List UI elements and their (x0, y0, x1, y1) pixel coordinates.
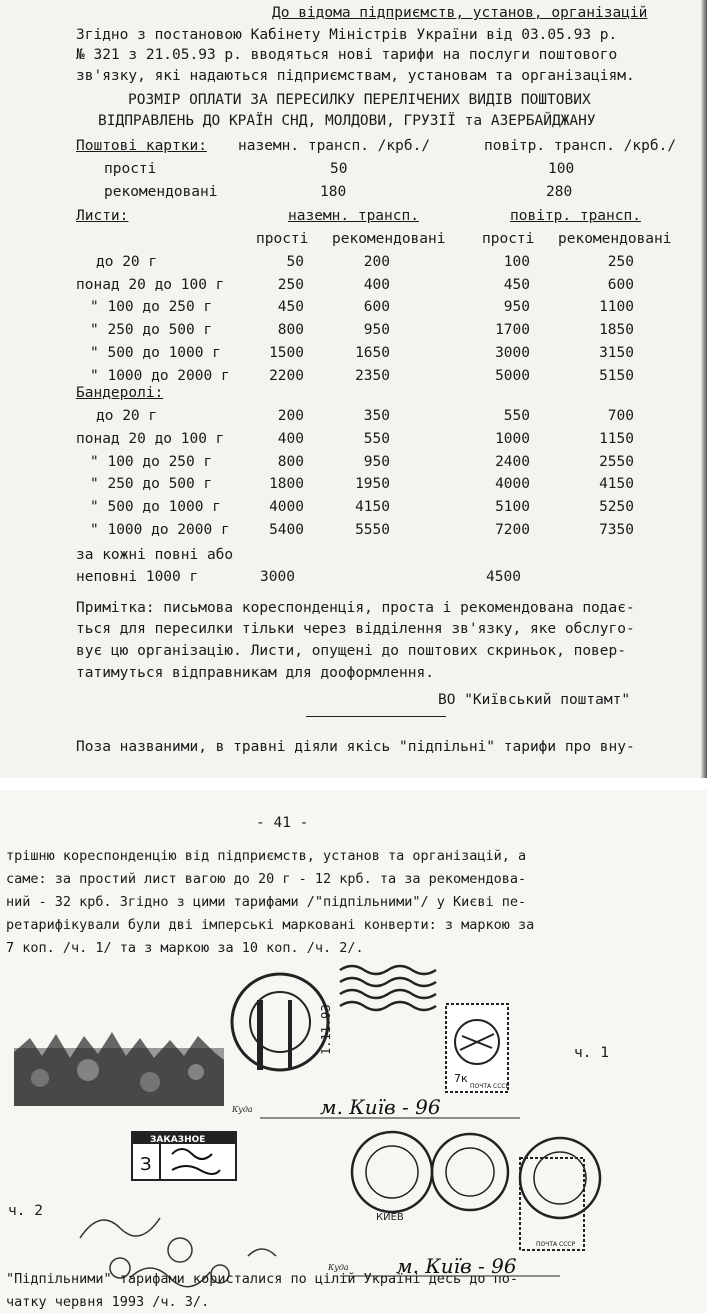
letter-row-g-r: 1650 (355, 344, 390, 361)
letters-label: Листи: (76, 208, 129, 224)
intro-line-3: зв'язку, які надаються підприємствам, установам та організаціям. (76, 68, 635, 84)
col-registered-air: рекомендовані (558, 231, 672, 247)
letter-row-weight: " 250 до 500 г (90, 322, 213, 339)
extra-weight-label-1: за кожні повні або (76, 547, 234, 563)
note-line-4: татимуться відправникам для дооформлення. (76, 665, 434, 681)
envelope-1-label: ч. 1 (574, 1045, 609, 1061)
parcel-row-a-s: 5100 (495, 499, 530, 516)
paragraph-line-2: саме: за простий лист вагою до 20 г - 12 крб. та за рекомендова- (6, 871, 527, 887)
letter-row-a-s: 450 (503, 276, 530, 293)
final-line: Поза названими, в травні діяли якісь "підпільні" тарифи про вну- (76, 739, 635, 755)
letter-row-weight: " 100 до 250 г (90, 299, 213, 316)
letters-air-header: повітр. трансп. (510, 208, 641, 224)
postmark-circle (352, 1132, 600, 1218)
parcel-row-a-r: 4150 (599, 476, 634, 493)
letter-row-g-r: 2350 (355, 367, 390, 384)
postcard-row-ground: 180 (320, 184, 347, 200)
note-line-2: ться для пересилки тільки через відділення зв'язку, яке обслуго- (76, 621, 635, 637)
intro-line-1: Згідно з постановою Кабінету Міністрів України від 03.05.93 р. (76, 27, 618, 43)
postcard-row-name: прості (104, 161, 157, 177)
letter-row-g-r: 950 (363, 322, 390, 339)
floral-decoration (14, 1032, 224, 1106)
handwritten-address: м. Київ - 96 (320, 1095, 441, 1119)
parcel-row-g-s: 200 (277, 408, 304, 424)
page-number: - 41 - (256, 815, 309, 831)
signature: ВО "Київський поштамт" (438, 692, 631, 708)
stamp-text: ПОЧТА СССР (536, 1241, 576, 1248)
postcard-row-ground: 50 (330, 161, 348, 177)
footer-line-1: "Підпільними" тарифами користалися по цілій Україні десь до по- (6, 1271, 519, 1287)
letter-row-weight: до 20 г (96, 254, 158, 270)
postmark-vertical-text: 1.11.93 (319, 1004, 333, 1055)
letter-row-g-r: 600 (363, 299, 390, 316)
parcel-row-g-r: 5550 (355, 522, 390, 538)
note-line-3: вує цю організацію. Листи, опущені до поштових скриньок, повер- (76, 643, 626, 659)
postcards-air-header: повітр. трансп. /крб./ (484, 138, 677, 154)
parcel-row-weight: " 100 до 250 г (90, 453, 213, 470)
tariff-title-line-1: РОЗМІР ОПЛАТИ ЗА ПЕРЕСИЛКУ ПЕРЕЛІЧЕНИХ ВИДІВ ПОШТОВИХ (128, 92, 591, 108)
parcel-row-a-r: 700 (607, 408, 634, 424)
letter-row-a-s: 950 (503, 299, 530, 316)
letter-row-a-r: 3150 (599, 344, 634, 361)
parcel-row-a-r: 7350 (599, 522, 634, 538)
paragraph-line-3: ний - 32 крб. Згідно з цими тарифами /"підпільними"/ у Києві пе- (6, 894, 527, 910)
tariff-title-line-2: ВІДПРАВЛЕНЬ ДО КРАЇН СНД, МОЛДОВИ, ГРУЗІЇ та АЗЕРБАЙДЖАНУ (98, 113, 596, 129)
parcel-row-g-r: 950 (363, 453, 390, 470)
parcel-row-g-r: 350 (363, 408, 390, 424)
letter-row-weight: понад 20 до 100 г (76, 276, 225, 293)
parcel-row-a-r: 2550 (599, 453, 634, 470)
letter-row-a-s: 5000 (495, 367, 530, 384)
handwritten-address: м. Київ - 96 (396, 1254, 517, 1278)
separator-line (306, 716, 446, 717)
stamp-text: ПОЧТА СССР (470, 1083, 510, 1090)
extra-weight-ground: 3000 (260, 569, 295, 585)
letters-ground-header: наземн. трансп. (288, 208, 419, 224)
postmark-circle (232, 974, 328, 1070)
paragraph-line-5: 7 коп. /ч. 1/ та з маркою за 10 коп. /ч. 2/. (6, 940, 364, 956)
page-gap (0, 778, 707, 790)
letter-row-a-r: 250 (607, 254, 634, 270)
parcel-row-g-s: 5400 (269, 522, 304, 538)
notice-heading: До відома підприємств, установ, організацій (272, 5, 648, 21)
parcel-row-weight: " 500 до 1000 г (90, 499, 221, 516)
letter-row-g-r: 200 (363, 254, 390, 270)
document-page-2 (0, 790, 707, 1313)
parcel-row-a-s: 550 (503, 408, 530, 424)
kuda-label: Куда (232, 1105, 253, 1114)
paragraph-line-1: трішню кореспонденцію від підприємств, установ та організацій, а (6, 848, 527, 864)
parcel-row-weight: понад 20 до 100 г (76, 430, 225, 447)
letter-row-a-r: 5150 (599, 367, 634, 384)
letter-row-g-r: 400 (363, 276, 390, 293)
extra-weight-label-2: неповні 1000 г (76, 569, 199, 585)
footer-line-2: чатку червня 1993 /ч. 3/. (6, 1294, 210, 1310)
letter-row-a-s: 1700 (495, 322, 530, 339)
letter-row-a-s: 100 (503, 254, 530, 270)
letter-row-a-r: 1100 (599, 299, 634, 316)
parcel-row-g-s: 800 (277, 453, 304, 470)
letter-row-a-s: 3000 (495, 344, 530, 361)
letter-row-g-s: 2200 (269, 367, 304, 384)
parcel-row-g-r: 1950 (355, 476, 390, 493)
letter-row-weight: " 500 до 1000 г (90, 344, 221, 361)
letter-row-g-s: 800 (277, 322, 304, 339)
letter-row-a-r: 600 (607, 276, 634, 293)
envelope-2-label: ч. 2 (8, 1203, 43, 1219)
parcel-row-a-s: 4000 (495, 476, 530, 493)
stamp-value: 7к (454, 1072, 468, 1085)
envelope-2-image (0, 1118, 640, 1293)
parcel-row-weight: " 1000 до 2000 г (90, 522, 230, 538)
intro-line-2: № 321 з 21.05.93 р. вводяться нові тарифи на послуги поштового (76, 47, 618, 63)
parcel-row-g-r: 550 (363, 430, 390, 447)
postcards-ground-header: наземн. трансп. /крб./ (238, 138, 431, 154)
parcel-row-weight: до 20 г (96, 408, 158, 424)
parcel-row-a-r: 1150 (599, 430, 634, 447)
letter-row-g-s: 50 (286, 254, 304, 270)
parcel-row-weight: " 250 до 500 г (90, 476, 213, 493)
parcel-row-a-s: 1000 (495, 430, 530, 447)
paragraph-line-4: ретарифікували були дві імперські марковані конверти: з маркою за (6, 917, 535, 933)
postmark-city: КИЕВ (376, 1212, 404, 1223)
parcel-row-a-s: 7200 (495, 522, 530, 538)
parcel-row-g-r: 4150 (355, 499, 390, 516)
wavy-cancellation (340, 966, 436, 1010)
parcel-row-g-s: 4000 (269, 499, 304, 516)
postcard-row-air: 100 (548, 161, 575, 177)
postcard-row-air: 280 (546, 184, 573, 200)
page-edge-shadow (701, 0, 707, 778)
registered-box-letter: З (140, 1154, 152, 1175)
parcel-row-g-s: 400 (277, 430, 304, 447)
letter-row-a-r: 1850 (599, 322, 634, 339)
postcards-label: Поштові картки: (76, 138, 207, 154)
parcel-row-a-r: 5250 (599, 499, 634, 516)
parcel-row-a-s: 2400 (495, 453, 530, 470)
registered-label-text: ЗАКАЗНОЕ (150, 1135, 206, 1145)
postcard-row-name: рекомендовані (104, 184, 218, 200)
col-simple-ground: прості (256, 231, 309, 247)
note-line-1: Примітка: письмова кореспонденція, проста і рекомендована подає- (76, 600, 635, 616)
letter-row-weight: " 1000 до 2000 г (90, 367, 230, 384)
col-registered-ground: рекомендовані (332, 231, 446, 247)
extra-weight-air: 4500 (486, 569, 521, 585)
letter-row-g-s: 250 (277, 276, 304, 293)
parcels-label: Бандеролі: (76, 385, 164, 401)
parcel-row-g-s: 1800 (269, 476, 304, 493)
col-simple-air: прості (482, 231, 535, 247)
letter-row-g-s: 1500 (269, 344, 304, 361)
kuda-label: Куда (328, 1263, 349, 1272)
letter-row-g-s: 450 (277, 299, 304, 316)
